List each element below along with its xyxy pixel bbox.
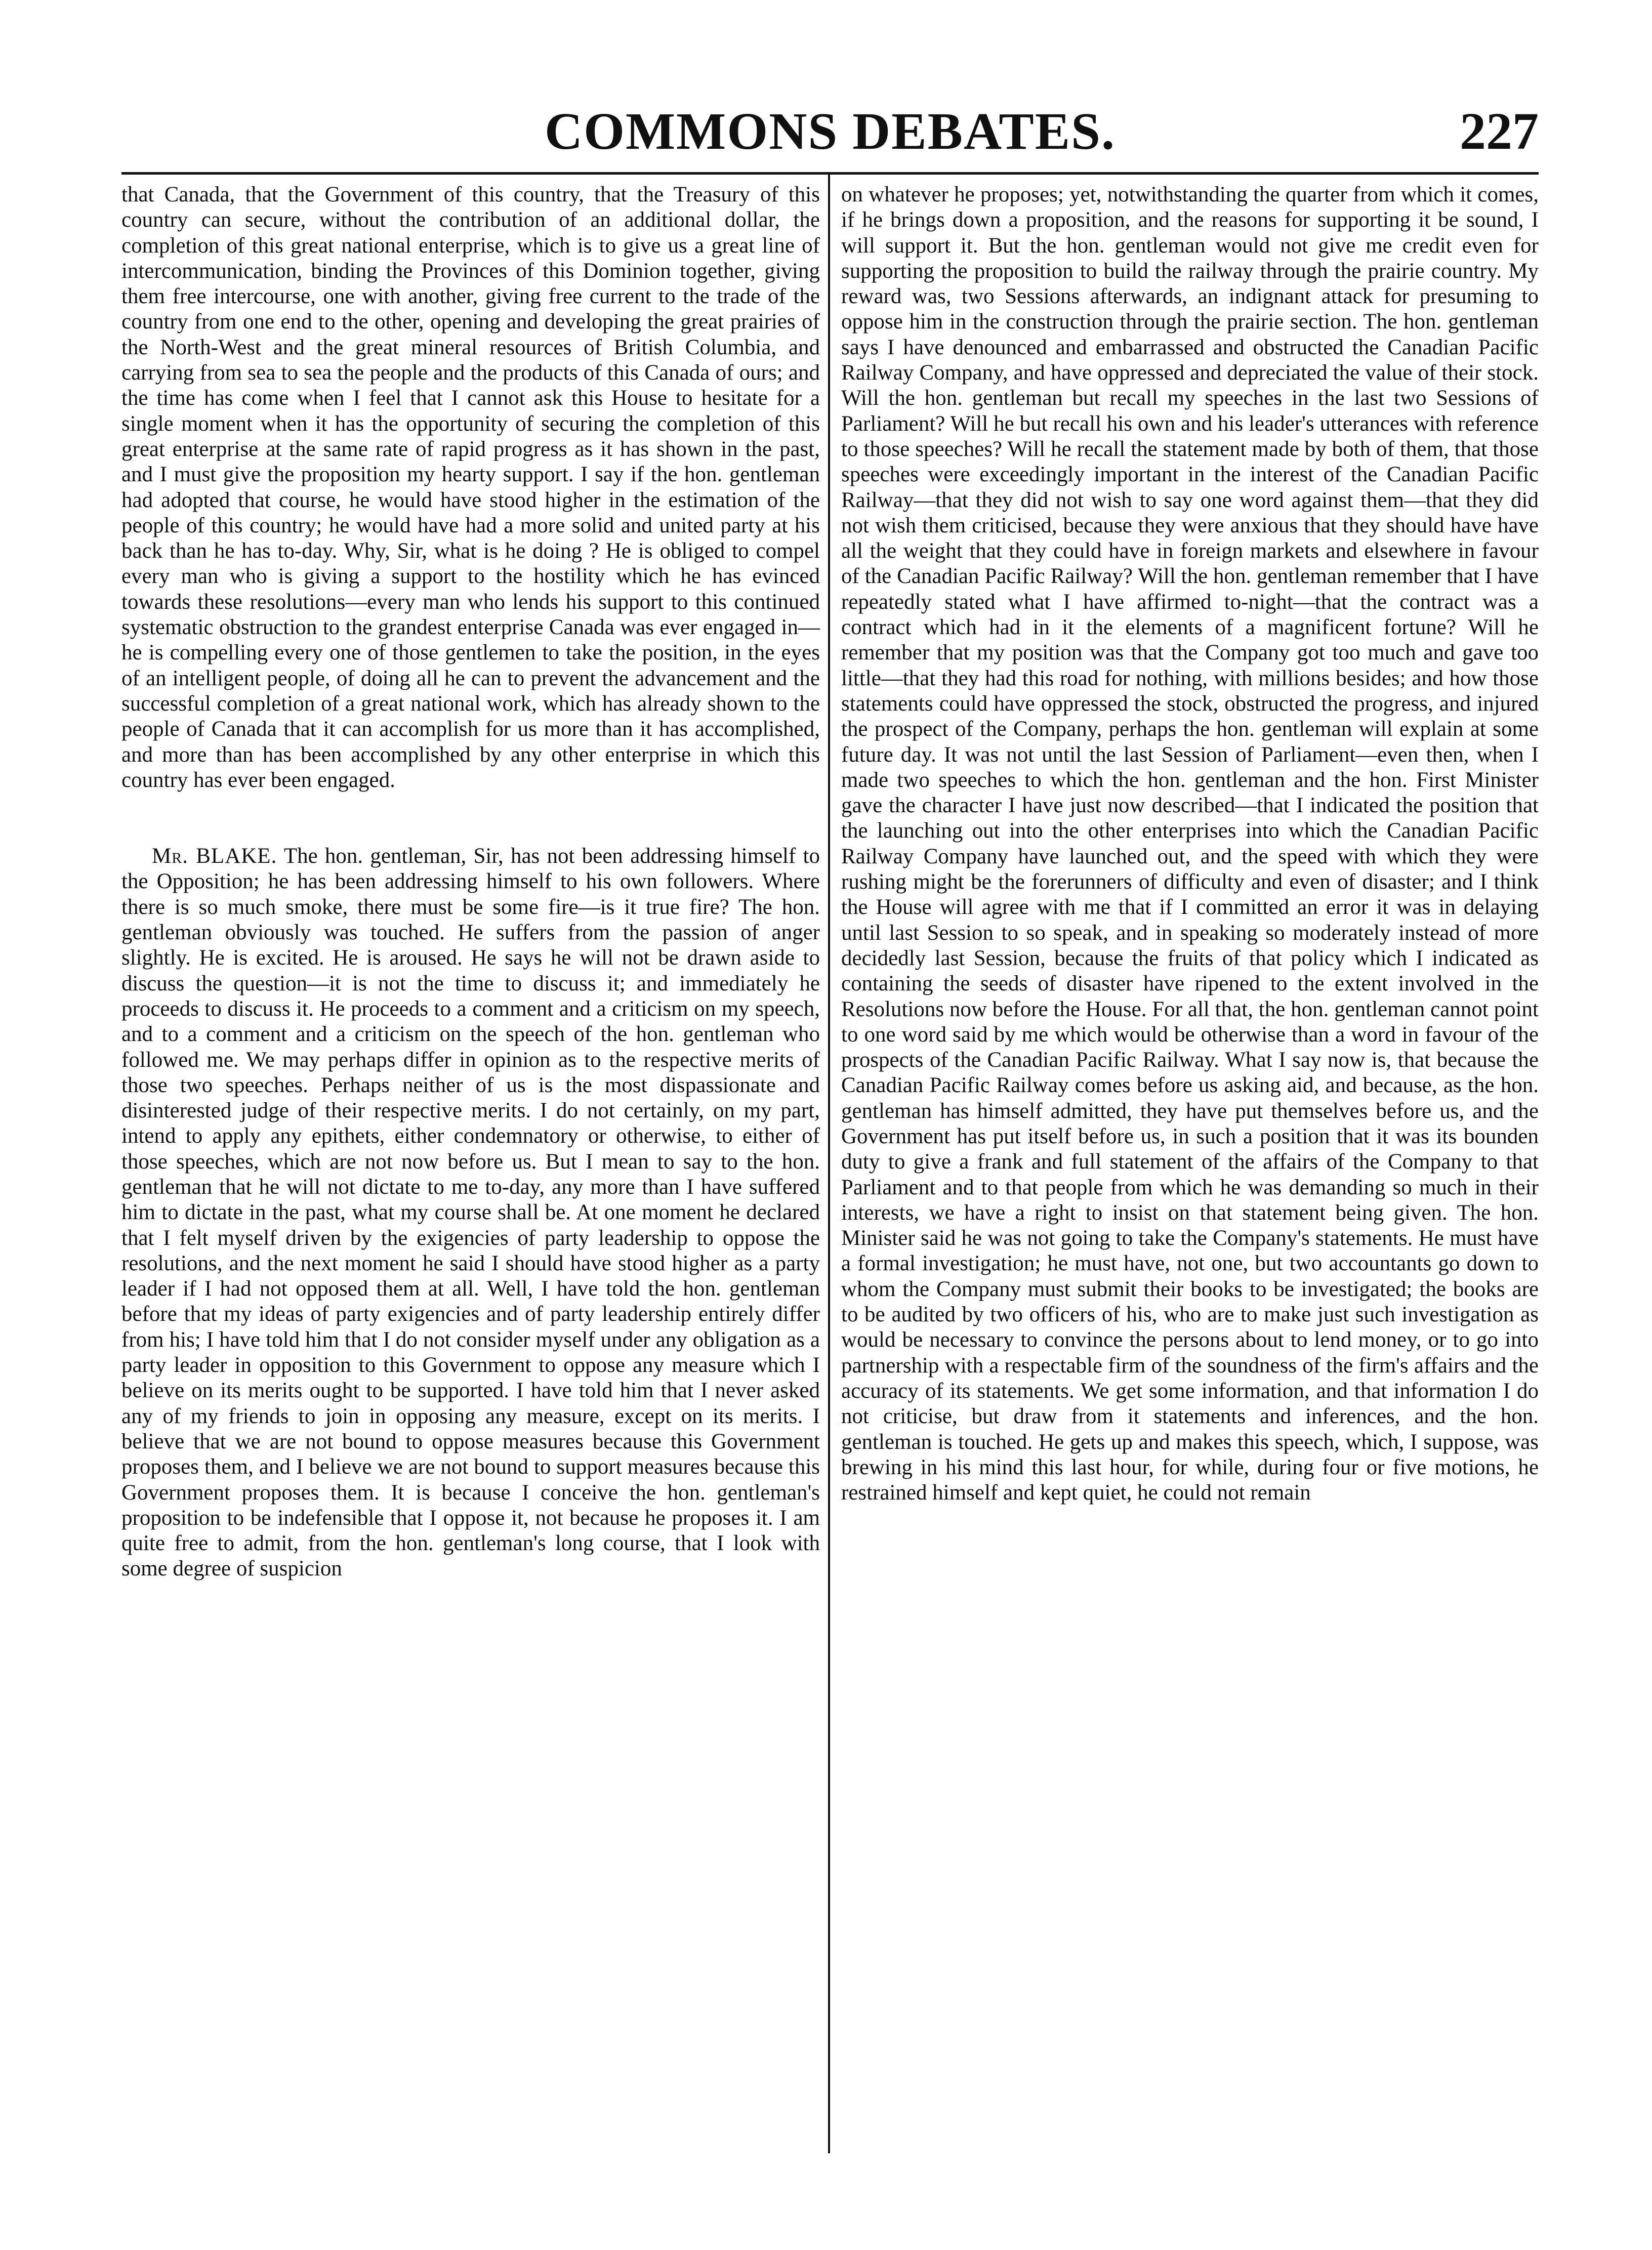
speech-paragraph [121, 844, 820, 1582]
speaker-name: Mr. BLAKE. [152, 844, 277, 868]
speech-text: The hon. gentleman, Sir, has not been addressing himself to the Opposition; he has been addressing himself to his own followers. Where there is so much smoke, there must be some fire—is it true fire? The hon. gentleman obviously was touched. He suffers from the passion of anger slightly. He is excited. He is aroused. He says he will not be drawn aside to discuss the question—it is not the time to discuss it; and immediately he proceeds to discuss it. He proceeds to a comment and a criticism on my speech, and to a comment and a criticism on the speech of the hon. gentleman who followed me. We may perhaps differ in opinion as to the respective merits of those two speeches. Perhaps neither of us is the most dispassionate and disinterested judge of their respective merits. I do not certainly, on my part, intend to apply any epithets, either condemnatory or otherwise, to either of those speeches, which are not now before us. But I mean to say to the hon. gentleman that he will not dictate to me to-day, any more than I have suffered him to dictate in the past, what my course shall be. At one moment he declared that I felt myself driven by the exigencies of party leadership to oppose the resolutions, and the next moment he said I should have stood higher as a party leader if I had not opposed them at all. Well, I have told the hon. gentleman before that my ideas of party exigencies and of party leadership entirely differ from his; I have told him that I do not consider myself under any obligation as a party leader in opposition to this Government to oppose any measure which I believe on its merits ought to be supported. I have told him that I never asked any of my friends to join in opposing any measure, except on its merits. I believe that we are not bound to oppose measures because this Government proposes them, and I believe we are not bound to support measures because this Government proposes them. It is because I conceive the hon. gentleman's proposition to be indefensible that I oppose it, not because he proposes it. I am quite free to admit, from the hon. gentleman's long course, that I look with some degree of suspicion [121, 844, 820, 1581]
page-header [121, 96, 1539, 167]
column-divider [828, 175, 830, 2153]
left-column [121, 182, 820, 1582]
speech-gap [121, 793, 820, 844]
paragraph: that Canada, that the Government of this country, that the Treasury of this country can secure, without the contribution of an additional dollar, the completion of this great national enterprise, which is to give us a great line of intercommunication, binding the Provinces of this Dominion together, giving them free intercourse, one with another, giving free current to the trade of the country from one end to the other, opening and developing the great prairies of the North-West and the great mineral resources of British Columbia, and carrying from sea to sea the people and the products of this Canada of ours; and the time has come when I feel that I cannot ask this House to hesitate for a single moment when it has the opportunity of securing the completion of this great enterprise at the same rate of rapid progress as it has shown in the past, and I must give the proposition my hearty support. I say if the hon. gentleman had adopted that course, he would have stood higher in the estimation of the people of this country; he would have had a more solid and united party at his back than he has to-day. Why, Sir, what is he doing ? He is obliged to compel every man who is giving a support to the hostility which he has evinced towards these resolutions—every man who lends his support to this continued systematic obstruction to the grandest enterprise Canada was ever engaged in—he is compelling every one of those gentlemen to take the position, in the eyes of an intelligent people, of doing all he can to prevent the advancement and the successful completion of a great national work, which has already shown to the people of Canada that it can accomplish for us more than it has accomplished, and more than has been accomplished by any other enterprise in which this country has ever been engaged. [121, 183, 820, 792]
page-title: COMMONS DEBATES. [545, 102, 1116, 160]
paragraph: on whatever he proposes; yet, notwithstanding the quarter from which it comes, if he brings down a proposition, and the reasons for supporting it be sound, I will support it. But the hon. gentleman would not give me credit even for supporting the proposition to build the railway through the prairie country. My reward was, two Sessions afterwards, an indignant attack for presuming to oppose him in the construction through the prairie section. The hon. gentleman says I have denounced and embarrassed and obstructed the Canadian Pacific Railway Company, and have oppressed and depreciated the value of their stock. Will the hon. gentleman but recall my speeches in the last two Sessions of Parliament? Will he but recall his own and his leader's utterances with reference to those speeches? Will he recall the statement made by both of them, that those speeches were exceedingly important in the interest of the Canadian Pacific Railway—that they did not wish to say one word against them—that they did not wish them criticised, because they were anxious that they should have have all the weight that they could have in foreign markets and elsewhere in favour of the Canadian Pacific Railway? Will the hon. gentleman remember that I have repeatedly stated what I have affirmed to-night—that the contract was a contract which had in it the elements of a magnificent fortune? Will he remember that my position was that the Company got too much and gave too little—that they had this road for nothing, with millions besides; and how those statements could have oppressed the stock, obstructed the progress, and injured the prospect of the Company, perhaps the hon. gentleman will explain at some future day. It was not until the last Session of Parliament—even then, when I made two speeches to which the hon. gentleman and the hon. First Minister gave the character I have just now described—that I indicated the position that the launching out into the other enterprises into which the Canadian Pacific Railway Company have launched out, and the speed with which they were rushing might be the forerunners of difficulty and even of disaster; and I think the House will agree with me that if I committed an error it was in delaying until last Session to so speak, and in speaking so moderately instead of more decidedly last Session, because the fruits of that policy which I indicated as containing the seeds of disaster have ripened to the extent involved in the Resolutions now before the House. For all that, the hon. gentleman cannot point to one word said by me which would be otherwise than a word in favour of the prospects of the Canadian Pacific Railway. What I say now is, that because the Canadian Pacific Railway comes before us asking aid, and because, as the hon. gentleman has himself admitted, they have put themselves before us, and the Government has put itself before us, in such a position that it was its bounden duty to give a frank and full statement of the affairs of the Company to that Parliament and to that people from which he was demanding so much in their interests, we have a right to insist on that statement being given. The hon. Minister said he was not going to take the Company's statements. He must have a formal investigation; he must have, not one, but two accountants go down to whom the Company must submit their books to be investigated; the books are to be audited by two officers of his, who are to make just such investigation as would be necessary to convince the persons about to lend money, or to go into partnership with a respectable firm of the soundness of the firm's affairs and the accuracy of its statements. We get some information, and that information I do not criticise, but draw from it statements and inferences, and the hon. gentleman is touched. He gets up and makes this speech, which, I suppose, was brewing in his mind this last hour, for while, during four or five motions, he restrained himself and kept quiet, he could not remain [841, 183, 1539, 1505]
right-column [841, 182, 1539, 1506]
header-rule [121, 172, 1539, 175]
page-number: 227 [1460, 102, 1539, 160]
